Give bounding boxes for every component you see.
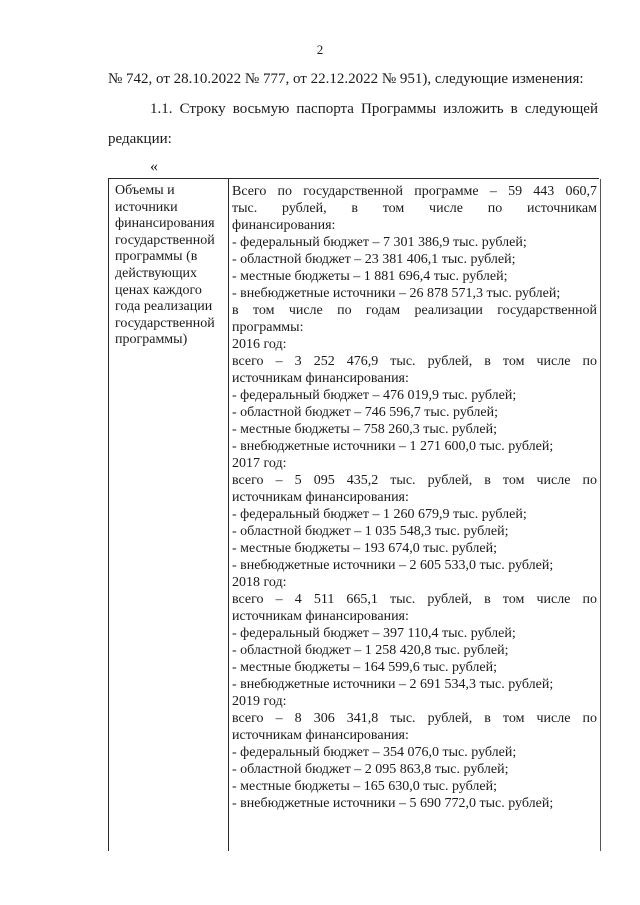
left-label-line: программы (в — [115, 249, 198, 265]
page-number: 2 — [316, 42, 324, 57]
right-border — [600, 179, 601, 851]
right-text-line: - местные бюджеты – 164 599,6 тыс. рублей; — [232, 660, 497, 675]
right-text-line: программы: — [232, 320, 304, 335]
right-text-line: - областной бюджет – 23 381 406,1 тыс. рублей; — [232, 252, 516, 267]
table-left-column — [115, 183, 223, 349]
right-text-line: тыс. рублей, в том числе по источникам — [232, 201, 597, 216]
left-label-line: финансирования — [115, 216, 215, 232]
passport-table — [108, 178, 599, 851]
right-text-line: - внебюджетные источники – 2 691 534,3 тыс. рублей; — [232, 677, 554, 692]
left-label-line: Объемы и — [115, 183, 175, 198]
right-text-line: всего – 3 252 476,9 тыс. рублей, в том числе по — [232, 354, 597, 369]
right-text-line: - областной бюджет – 746 596,7 тыс. рублей; — [232, 405, 498, 420]
right-text-line: Всего по государственной программе – 59 443 060,7 — [232, 184, 597, 199]
year-heading: 2016 год: — [232, 337, 287, 352]
right-text-line: - внебюджетные источники – 1 271 600,0 тыс. рублей; — [232, 439, 554, 454]
left-label-line: действующих — [115, 265, 198, 281]
right-text-line: - областной бюджет – 1 258 420,8 тыс. рублей; — [232, 643, 509, 658]
table-right-column — [232, 183, 597, 812]
left-label-line: программы) — [115, 332, 188, 348]
left-label-line: государственной — [115, 232, 215, 248]
year-heading: 2017 год: — [232, 456, 287, 471]
right-text-line: - местные бюджеты – 758 260,3 тыс. рублей; — [232, 422, 497, 437]
right-text-line: - федеральный бюджет – 476 019,9 тыс. рублей; — [232, 388, 517, 403]
right-text-line: - местные бюджеты – 165 630,0 тыс. рублей; — [232, 779, 497, 794]
right-text-line: - областной бюджет – 2 095 863,8 тыс. рублей; — [232, 762, 509, 777]
right-text-line: финансирования: — [232, 218, 336, 233]
right-text-line: - внебюджетные источники – 2 605 533,0 тыс. рублей; — [232, 558, 554, 573]
intro-line-2: 1.1. Строку восьмую паспорта Программы изложить в следующей — [150, 101, 598, 117]
intro-line-3: редакции: — [108, 131, 172, 147]
right-text-line: - областной бюджет – 1 035 548,3 тыс. рублей; — [232, 524, 509, 539]
left-label-line: источники — [115, 199, 178, 215]
right-text-line: - федеральный бюджет – 7 301 386,9 тыс. рублей; — [232, 235, 527, 250]
year-heading: 2018 год: — [232, 575, 287, 590]
right-text-line: всего – 5 095 435,2 тыс. рублей, в том числе по — [232, 473, 597, 488]
right-text-line: источникам финансирования: — [232, 609, 409, 624]
right-text-line: - местные бюджеты – 1 881 696,4 тыс. рублей; — [232, 269, 508, 284]
left-label-line: года реализации — [115, 299, 213, 315]
right-text-line: - федеральный бюджет – 1 260 679,9 тыс. рублей; — [232, 507, 527, 522]
year-heading: 2019 год: — [232, 694, 287, 709]
right-text-line: в том числе по годам реализации государственной — [232, 303, 597, 318]
right-text-line: источникам финансирования: — [232, 371, 409, 386]
left-label-line: государственной — [115, 315, 215, 331]
column-divider — [228, 179, 229, 851]
right-text-line: источникам финансирования: — [232, 490, 409, 505]
right-text-line: - местные бюджеты – 193 674,0 тыс. рублей; — [232, 541, 497, 556]
right-text-line: всего – 8 306 341,8 тыс. рублей, в том числе по — [232, 711, 597, 726]
opening-quote: « — [150, 158, 158, 175]
intro-line-1: № 742, от 28.10.2022 № 777, от 22.12.2022 № 951), следующие изменения: — [108, 71, 584, 87]
right-text-line: - федеральный бюджет – 354 076,0 тыс. рублей; — [232, 745, 517, 760]
right-text-line: всего – 4 511 665,1 тыс. рублей, в том числе по — [232, 592, 597, 607]
left-label-line: ценах каждого — [115, 282, 202, 298]
right-text-line: - федеральный бюджет – 397 110,4 тыс. рублей; — [232, 626, 516, 641]
right-text-line: - внебюджетные источники – 5 690 772,0 тыс. рублей; — [232, 796, 554, 811]
right-text-line: источникам финансирования: — [232, 728, 409, 743]
right-text-line: - внебюджетные источники – 26 878 571,3 тыс. рублей; — [232, 286, 561, 301]
